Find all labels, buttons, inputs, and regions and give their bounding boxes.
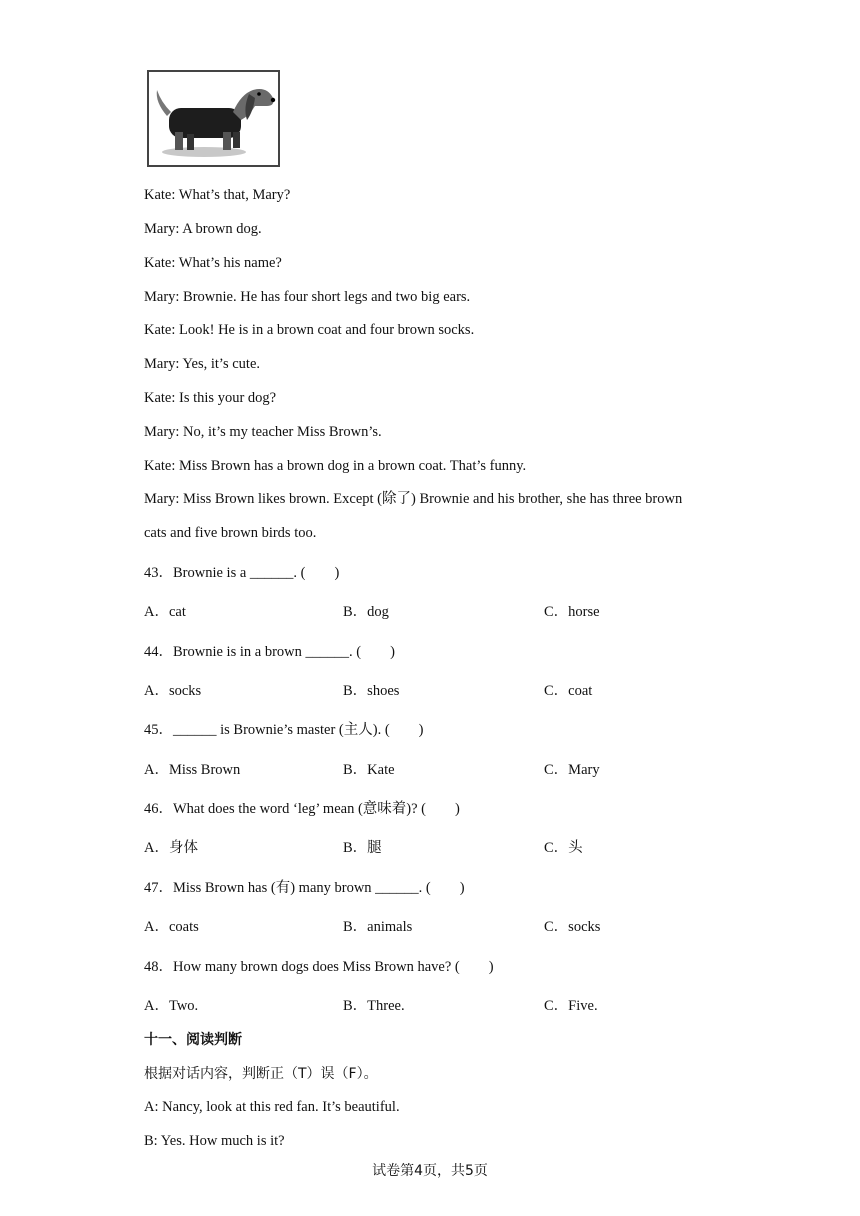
option-b[interactable]: B．腿 <box>343 840 382 856</box>
option-b[interactable]: B．dog <box>343 604 389 620</box>
dog-picture <box>147 70 280 167</box>
option-b[interactable]: B．animals <box>343 919 413 935</box>
dialogue-line: Kate: What’s that, Mary? <box>144 187 291 203</box>
option-a[interactable]: A．Two. <box>144 998 199 1014</box>
dialogue-line: Kate: What’s his name? <box>144 255 282 271</box>
option-c[interactable]: C．coat <box>544 683 593 699</box>
question-44: 44．Brownie is in a brown ______. ( ) <box>144 644 395 660</box>
dialogue-line: Mary: Yes, it’s cute. <box>144 356 260 372</box>
option-b[interactable]: B．shoes <box>343 683 400 699</box>
question-45: 45．______ is Brownie’s master (主人). ( ) <box>144 722 424 738</box>
option-c[interactable]: C．horse <box>544 604 600 620</box>
dialogue-line: Kate: Miss Brown has a brown dog in a brown coat. That’s funny. <box>144 458 527 474</box>
option-c[interactable]: C．头 <box>544 840 583 856</box>
dialogue-line: Mary: Miss Brown likes brown. Except (除了) Brownie and his brother, she has three brown <box>144 491 683 507</box>
option-c[interactable]: C．socks <box>544 919 601 935</box>
question-47: 47．Miss Brown has (有) many brown ______. ( ) <box>144 880 465 896</box>
option-a[interactable]: A．coats <box>144 919 199 935</box>
question-43: 43．Brownie is a ______. ( ) <box>144 565 340 581</box>
dialogue-line: Mary: Brownie. He has four short legs and two big ears. <box>144 289 471 305</box>
dialogue-line: A: Nancy, look at this red fan. It’s beautiful. <box>144 1099 400 1115</box>
option-b[interactable]: B．Three. <box>343 998 405 1014</box>
option-c[interactable]: C．Five. <box>544 998 598 1014</box>
dialogue-line: Kate: Look! He is in a brown coat and four brown socks. <box>144 322 475 338</box>
page-footer: 试卷第4页，共5页 <box>372 1163 488 1179</box>
option-b[interactable]: B．Kate <box>343 762 395 778</box>
option-a[interactable]: A．cat <box>144 604 186 620</box>
option-a[interactable]: A．Miss Brown <box>144 762 241 778</box>
dialogue-line: Mary: No, it’s my teacher Miss Brown’s. <box>144 424 382 440</box>
question-48: 48．How many brown dogs does Miss Brown have? ( ) <box>144 959 494 975</box>
dialogue-line: Mary: A brown dog. <box>144 221 262 237</box>
dachshund-illustration <box>149 72 278 165</box>
option-a[interactable]: A．身体 <box>144 840 198 856</box>
dialogue-line: Kate: Is this your dog? <box>144 390 277 406</box>
dialogue-line: B: Yes. How much is it? <box>144 1133 285 1149</box>
section-title: 十一、阅读判断 <box>144 1032 242 1048</box>
question-46: 46．What does the word ‘leg’ mean (意味着)? ( ) <box>144 801 460 817</box>
dialogue-line: cats and five brown birds too. <box>144 525 317 541</box>
option-c[interactable]: C．Mary <box>544 762 600 778</box>
option-a[interactable]: A．socks <box>144 683 202 699</box>
section-instruction: 根据对话内容，判断正（T）误（F）。 <box>144 1066 378 1082</box>
